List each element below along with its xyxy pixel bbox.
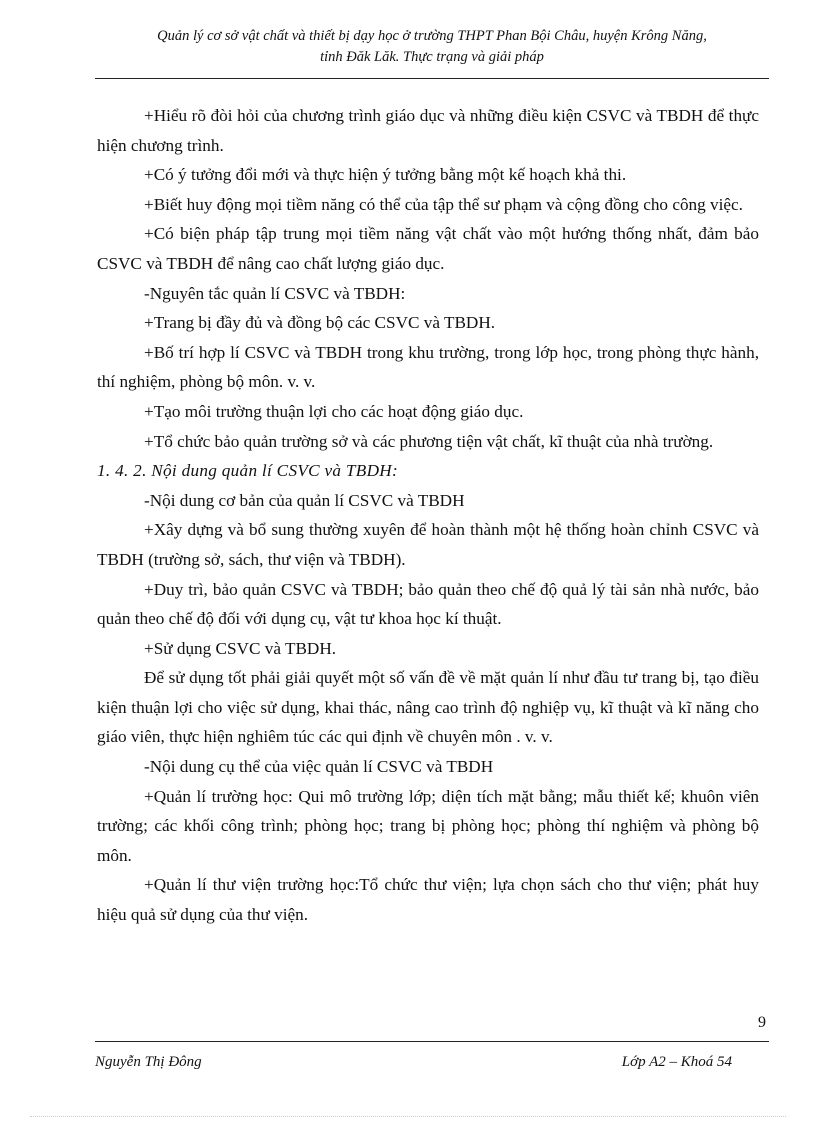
footer-author: Nguyễn Thị Đông [95,1054,202,1070]
paragraph: Để sử dụng tốt phải giải quyết một số vấn đề về mặt quản lí như đầu tư trang bị, tạo điều kiện thuận lợi cho việc sử dụng, khai thác, nâng cao trình độ nghiệp vụ, kĩ thuật và kĩ năng cho giáo viên, thực hiện nghiêm túc các qui định về chuyên môn . v. v. [97,668,759,747]
page-number: 9 [758,1014,766,1031]
paragraph: +Bố trí hợp lí CSVC và TBDH trong khu trường, trong lớp học, trong phòng thực hành, thí nghiệm, phòng bộ môn. v. v. [97,342,759,392]
header-line-2: tỉnh Đăk Lăk. Thực trạng và giải pháp [320,49,544,65]
paragraph: +Biết huy động mọi tiềm năng có thể của tập thể sư phạm và cộng đồng cho công việc. [144,194,743,214]
header-line-1: Quản lý cơ sở vật chất và thiết bị dạy học ở trường THPT Phan Bội Châu, huyện Krông Năng, [157,28,707,44]
header-divider [95,78,769,79]
footer-divider [95,1041,769,1042]
paragraph: +Có biện pháp tập trung mọi tiềm năng vật chất vào một hướng thống nhất, đảm bảo CSVC và TBDH để nâng cao chất lượng giáo dục. [97,224,759,273]
paragraph: +Duy trì, bảo quản CSVC và TBDH; bảo quản theo chế độ quả lý tài sản nhà nước, bảo quản theo chế độ đối với dụng cụ, vật tư khoa học kí thuật. [97,579,759,629]
section-heading: 1. 4. 2. Nội dung quản lí CSVC và TBDH: [97,461,399,481]
paragraph: -Nguyên tắc quản lí CSVC và TBDH: [144,283,406,303]
page-edge-dots [30,1116,786,1117]
page-body [97,101,759,930]
running-header [95,26,769,68]
paragraph: -Nội dung cơ bản của quản lí CSVC và TBDH [144,490,465,510]
paragraph: +Xây dựng và bổ sung thường xuyên để hoàn thành một hệ thống hoàn chỉnh CSVC và TBDH (trường sở, sách, thư viện và TBDH). [97,520,759,569]
paragraph: -Nội dung cụ thể của việc quản lí CSVC và TBDH [144,757,494,777]
paragraph: +Có ý tưởng đổi mới và thực hiện ý tưởng bằng một kế hoạch khả thi. [144,165,627,185]
footer-class: Lớp A2 – Khoá 54 [621,1054,732,1070]
paragraph: +Quản lí trường học: Qui mô trường lớp; diện tích mặt bằng; mẫu thiết kế; khuôn viên trường; các khối công trình; phòng học; trang bị phòng học; phòng thí nghiệm và phòng bộ môn. [97,786,759,865]
paragraph: +Hiểu rõ đòi hỏi của chương trình giáo dục và những điều kiện CSVC và TBDH để thực hiện chương trình. [97,106,759,155]
paragraph: +Sử dụng CSVC và TBDH. [144,638,337,658]
paragraph: +Tạo môi trường thuận lợi cho các hoạt động giáo dục. [144,401,524,421]
paragraph: +Tổ chức bảo quản trường sở và các phương tiện vật chất, kĩ thuật của nhà trường. [144,431,714,451]
paragraph: +Trang bị đầy đủ và đồng bộ các CSVC và TBDH. [144,313,496,333]
paragraph: +Quản lí thư viện trường học:Tổ chức thư viện; lựa chọn sách cho thư viện; phát huy hiệu quả sử dụng của thư viện. [97,875,759,925]
